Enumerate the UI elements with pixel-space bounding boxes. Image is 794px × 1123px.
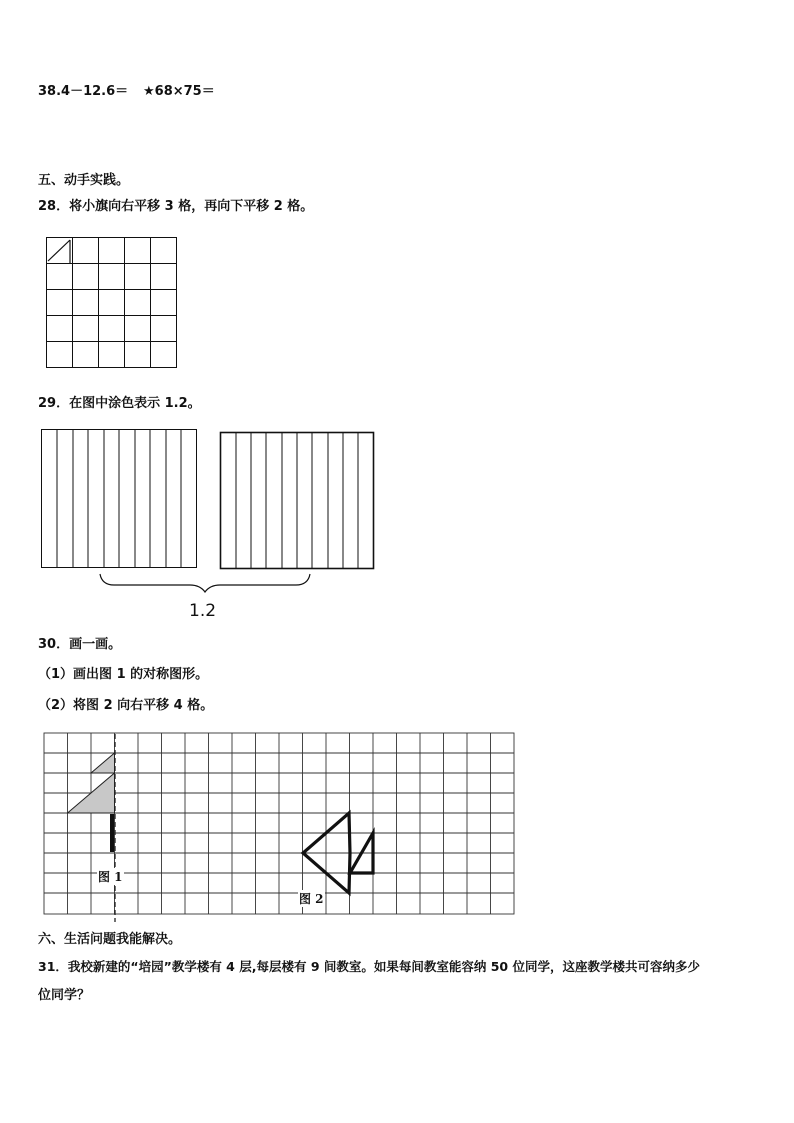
question-30: 30．画一画。 [38,637,122,652]
question-30-sub-2: （2）将图 2 向右平移 4 格。 [38,698,214,713]
question-30-sub-1: （1）画出图 1 的对称图形。 [38,667,209,682]
brace-icon [100,574,310,592]
q28-grid [46,237,178,369]
q30-grid-figure [43,732,519,924]
question-29: 29．在图中涂色表示 1.2。 [38,396,201,411]
q28-grid-figure [46,237,178,369]
section-5-title: 五、动手实践。 [38,173,130,188]
question-31-line-2: 位同学？ [38,988,91,1003]
flag-icon [48,240,70,263]
question-28: 28．将小旗向右平移 3 格，再向下平移 2 格。 [38,199,314,214]
calc-expression-1: 38.4－12.6＝ [38,84,129,99]
q30-grid [43,732,519,924]
brace-label: 1.2 [189,601,217,621]
q29-strip-figure [40,428,380,623]
figure-1-stem [110,814,114,852]
question-31-line-1: 31．我校新建的“培园”教学楼有 4 层,每层楼有 9 间教室。如果每间教室能容纳 50 位同学，这座教学楼共可容纳多少 [38,959,700,974]
calc-expression-2: ★68×75＝ [143,84,215,99]
figure-1-label: 图 1 [98,870,123,884]
q29-strips [40,428,380,623]
section-6-title: 六、生活问题我能解决。 [38,932,182,947]
figure-2-label: 图 2 [299,892,324,906]
